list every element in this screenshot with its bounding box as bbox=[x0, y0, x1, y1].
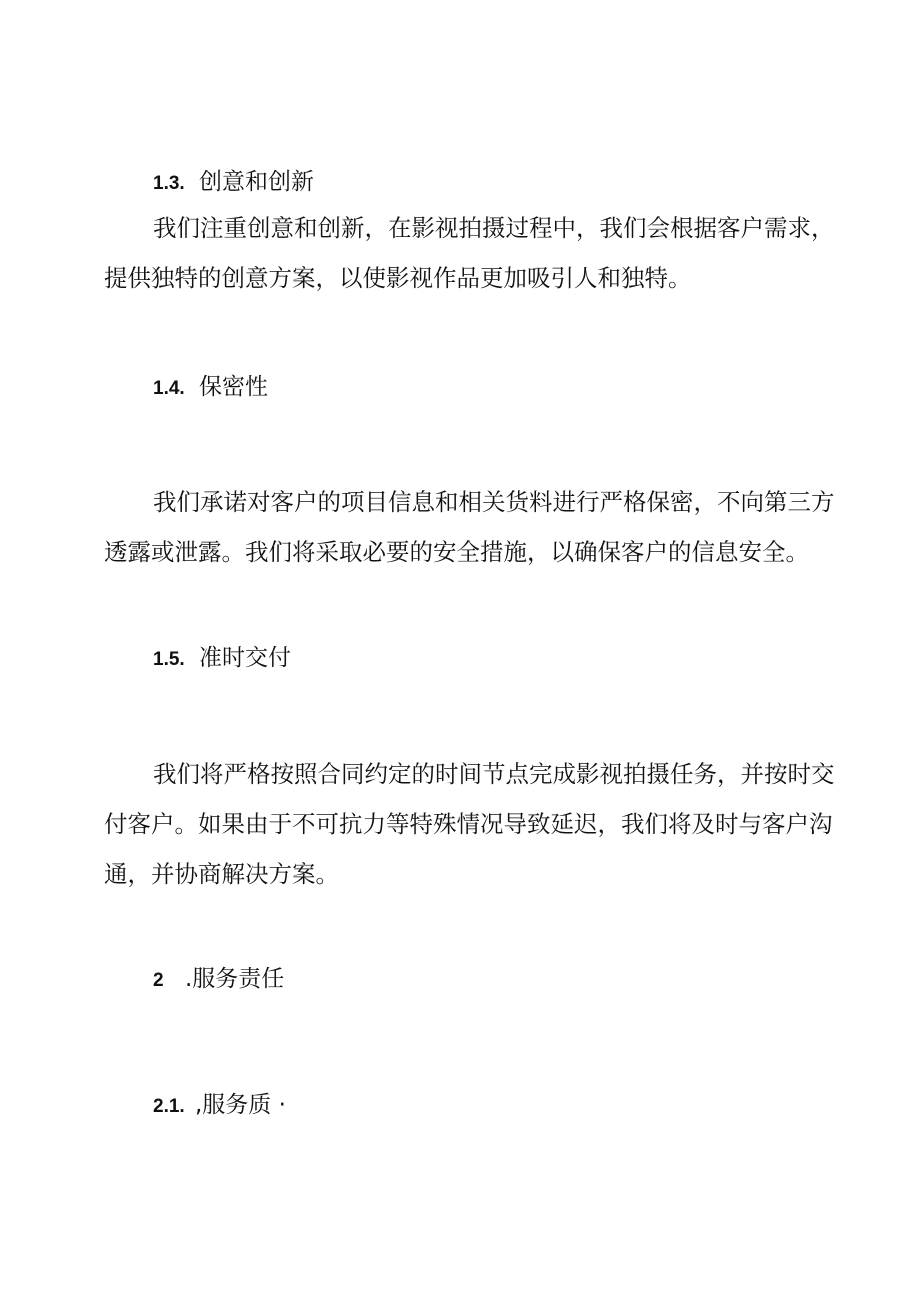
section-heading-2 bbox=[153, 964, 284, 996]
section-number: 1.3. bbox=[153, 173, 185, 194]
section-paragraph-1-3 bbox=[104, 203, 834, 303]
section-paragraph-1-5 bbox=[104, 749, 834, 899]
section-heading-1-3 bbox=[153, 167, 314, 199]
paragraph-line: 我们将严格按照合同约定的时间节点完成影视拍摄任务，并按时交 bbox=[153, 760, 835, 788]
paragraph-line: 我们承诺对客户的项目信息和相关货料进行严格保密，不向第三方 bbox=[153, 488, 835, 516]
section-paragraph-1-4 bbox=[104, 477, 834, 577]
section-heading-2-1 bbox=[153, 1090, 286, 1122]
section-number: 2 bbox=[153, 970, 164, 991]
paragraph-line: 付客户。如果由于不可抗力等特殊情况导致延迟，我们将及时与客户沟 bbox=[104, 810, 833, 838]
section-heading-1-5 bbox=[153, 643, 291, 675]
section-number: 2.1. bbox=[153, 1096, 185, 1117]
section-title: 准时交付 bbox=[199, 645, 291, 671]
section-title: .服务责任 bbox=[185, 966, 285, 992]
paragraph-line: 透露或泄露。我们将采取必要的安全措施，以确保客户的信息安全。 bbox=[104, 538, 809, 566]
section-number: 1.5. bbox=[153, 649, 185, 670]
section-title: 创意和创新 bbox=[199, 169, 314, 195]
section-title: 保密性 bbox=[199, 374, 268, 400]
section-number: 1.4. bbox=[153, 378, 185, 399]
paragraph-line: 提供独特的创意方案，以使影视作品更加吸引人和独特。 bbox=[104, 264, 692, 292]
paragraph-line: 我们注重创意和创新，在影视拍摄过程中，我们会根据客户需求， bbox=[153, 214, 835, 242]
paragraph-line: 通，并协商解决方案。 bbox=[104, 860, 339, 888]
section-title: ,服务质 · bbox=[195, 1092, 286, 1118]
section-heading-1-4 bbox=[153, 372, 268, 404]
